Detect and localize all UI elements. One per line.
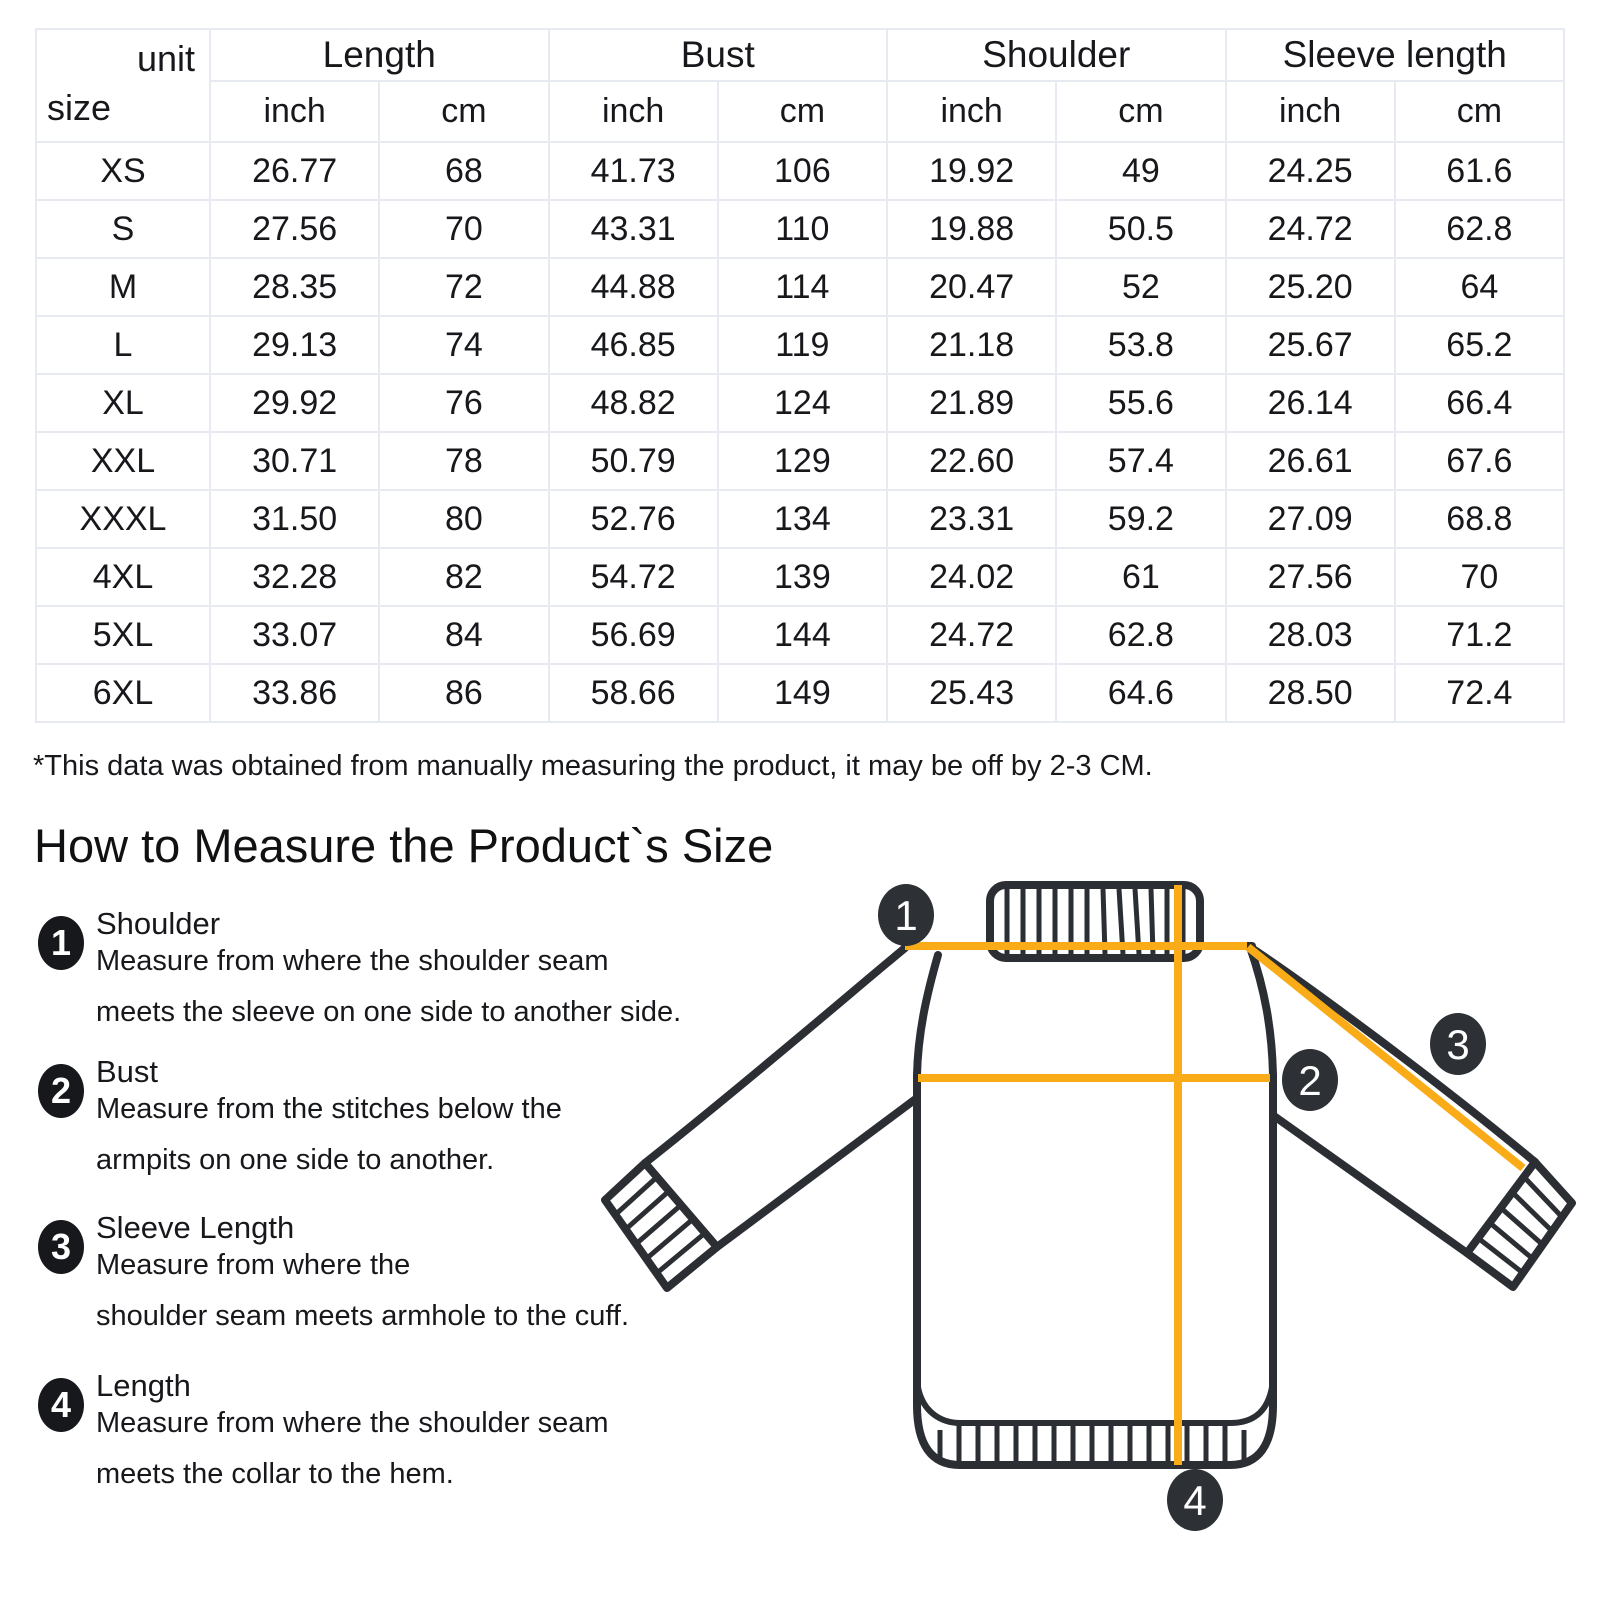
measurement-cell: 74: [379, 316, 548, 374]
measurement-cell: 78: [379, 432, 548, 490]
size-cell: XXXL: [36, 490, 210, 548]
table-row: [36, 142, 1564, 200]
marker-1: [878, 884, 934, 946]
unit-header-cell: inch: [887, 81, 1056, 142]
corner-size-label: size: [47, 87, 112, 128]
measurement-cell: 134: [718, 490, 887, 548]
instruction-title: Shoulder: [96, 906, 221, 941]
table-row: [36, 316, 1564, 374]
unit-header-cell: inch: [1226, 81, 1395, 142]
unit-header-cell: cm: [1395, 81, 1564, 142]
measurement-cell: 24.02: [887, 548, 1056, 606]
instruction-line: meets the collar to the hem.: [96, 1458, 454, 1490]
measurement-cell: 21.89: [887, 374, 1056, 432]
step-4-number: 4: [50, 1384, 72, 1425]
measurement-note: *This data was obtained from manually measuring the product, it may be off by 2-3 CM.: [33, 750, 1153, 782]
size-cell: 6XL: [36, 664, 210, 722]
measurement-cell: 119: [718, 316, 887, 374]
measurement-cell: 24.25: [1226, 142, 1395, 200]
measurement-cell: 44.88: [549, 258, 718, 316]
size-cell: 4XL: [36, 548, 210, 606]
measurement-cell: 30.71: [210, 432, 379, 490]
measurement-cell: 106: [718, 142, 887, 200]
measurement-cell: 19.92: [887, 142, 1056, 200]
step-1-badge: [38, 916, 84, 970]
measurement-cell: 26.61: [1226, 432, 1395, 490]
measurement-cell: 52: [1056, 258, 1225, 316]
measurement-cell: 41.73: [549, 142, 718, 200]
size-chart-table: [35, 28, 1565, 723]
measurement-cell: 33.07: [210, 606, 379, 664]
measurement-cell: 64.6: [1056, 664, 1225, 722]
measurement-cell: 49: [1056, 142, 1225, 200]
measurement-cell: 29.92: [210, 374, 379, 432]
measurement-cell: 124: [718, 374, 887, 432]
column-group-header: Shoulder: [887, 29, 1226, 81]
step-4-badge: [38, 1378, 84, 1432]
measurement-cell: 19.88: [887, 200, 1056, 258]
size-cell: M: [36, 258, 210, 316]
column-group-header: Sleeve length: [1226, 29, 1565, 81]
section-title: How to Measure the Product`s Size: [34, 819, 774, 872]
measurement-cell: 149: [718, 664, 887, 722]
column-group-header: Length: [210, 29, 549, 81]
measurement-cell: 67.6: [1395, 432, 1564, 490]
unit-header-cell: cm: [718, 81, 887, 142]
measurement-cell: 82: [379, 548, 548, 606]
measurement-cell: 46.85: [549, 316, 718, 374]
measurement-cell: 62.8: [1056, 606, 1225, 664]
measurement-cell: 129: [718, 432, 887, 490]
measurement-cell: 80: [379, 490, 548, 548]
measurement-cell: 31.50: [210, 490, 379, 548]
unit-size-corner-cell: [36, 29, 210, 142]
measurement-cell: 27.09: [1226, 490, 1395, 548]
step-3-badge: [38, 1220, 84, 1274]
instruction-line: Measure from where the: [96, 1249, 411, 1281]
table-row: [36, 664, 1564, 722]
instruction-line: armpits on one side to another.: [96, 1144, 495, 1176]
measurement-cell: 71.2: [1395, 606, 1564, 664]
unit-header-cell: inch: [549, 81, 718, 142]
instruction-title: Length: [96, 1368, 191, 1403]
instruction-line: Measure from the stitches below the: [96, 1093, 562, 1125]
table-row: [36, 200, 1564, 258]
column-group-header: Bust: [549, 29, 888, 81]
measurement-cell: 72: [379, 258, 548, 316]
table-row: [36, 606, 1564, 664]
right-cuff-ribbing: [1478, 1177, 1562, 1273]
instruction-line: Measure from where the shoulder seam: [96, 945, 609, 977]
step-2-number: 2: [50, 1070, 72, 1111]
measurement-cell: 68: [379, 142, 548, 200]
step-3-number: 3: [50, 1226, 72, 1267]
measurement-cell: 76: [379, 374, 548, 432]
measurement-cell: 33.86: [210, 664, 379, 722]
size-cell: XL: [36, 374, 210, 432]
measurement-cell: 84: [379, 606, 548, 664]
right-sleeve-outline: [1250, 947, 1572, 1287]
measurement-cell: 43.31: [549, 200, 718, 258]
step-1-number: 1: [50, 922, 72, 963]
measurement-cell: 68.8: [1395, 490, 1564, 548]
table-row: [36, 548, 1564, 606]
instruction-title: Sleeve Length: [96, 1210, 295, 1245]
measurement-cell: 62.8: [1395, 200, 1564, 258]
measurement-cell: 110: [718, 200, 887, 258]
measurement-cell: 26.14: [1226, 374, 1395, 432]
measurement-cell: 21.18: [887, 316, 1056, 374]
measurement-cell: 29.13: [210, 316, 379, 374]
measurement-cell: 53.8: [1056, 316, 1225, 374]
measurement-cell: 28.35: [210, 258, 379, 316]
measurement-cell: 65.2: [1395, 316, 1564, 374]
measurement-cell: 24.72: [887, 606, 1056, 664]
step-2-badge: [38, 1064, 84, 1118]
measurement-cell: 56.69: [549, 606, 718, 664]
measurement-cell: 50.79: [549, 432, 718, 490]
measurement-cell: 48.82: [549, 374, 718, 432]
left-sleeve-outline: [605, 948, 917, 1288]
table-unit-row: [36, 81, 1564, 142]
measurement-cell: 54.72: [549, 548, 718, 606]
measurement-cell: 61.6: [1395, 142, 1564, 200]
unit-header-cell: inch: [210, 81, 379, 142]
measurement-cell: 72.4: [1395, 664, 1564, 722]
sweater-diagram: [560, 840, 1600, 1560]
measurement-cell: 26.77: [210, 142, 379, 200]
measurement-cell: 86: [379, 664, 548, 722]
corner-unit-label: unit: [136, 38, 195, 79]
size-cell: 5XL: [36, 606, 210, 664]
svg-text:1: 1: [894, 892, 918, 939]
measurement-cell: 28.50: [1226, 664, 1395, 722]
size-cell: L: [36, 316, 210, 374]
measurement-cell: 27.56: [210, 200, 379, 258]
measurement-cell: 70: [1395, 548, 1564, 606]
body-outline: [917, 947, 1273, 1465]
measurement-cell: 32.28: [210, 548, 379, 606]
measurement-cell: 114: [718, 258, 887, 316]
svg-text:3: 3: [1446, 1021, 1470, 1068]
measurement-cell: 25.67: [1226, 316, 1395, 374]
measurement-cell: 25.20: [1226, 258, 1395, 316]
measurement-cell: 70: [379, 200, 548, 258]
measurement-cell: 28.03: [1226, 606, 1395, 664]
measurement-cell: 24.72: [1226, 200, 1395, 258]
instruction-title: Bust: [96, 1054, 159, 1089]
marker-3: [1430, 1013, 1486, 1075]
measurement-cell: 52.76: [549, 490, 718, 548]
instruction-line: meets the sleeve on one side to another side.: [96, 996, 682, 1028]
measurement-cell: 25.43: [887, 664, 1056, 722]
table-row: [36, 432, 1564, 490]
table-row: [36, 490, 1564, 548]
table-group-header-row: [36, 29, 1564, 81]
svg-text:2: 2: [1298, 1057, 1322, 1104]
left-cuff-ribbing: [615, 1177, 705, 1273]
measurement-cell: 64: [1395, 258, 1564, 316]
marker-2: [1282, 1049, 1338, 1111]
measurement-cell: 27.56: [1226, 548, 1395, 606]
size-cell: XXL: [36, 432, 210, 490]
measurement-cell: 61: [1056, 548, 1225, 606]
unit-header-cell: cm: [379, 81, 548, 142]
instruction-line: shoulder seam meets armhole to the cuff.: [96, 1300, 630, 1332]
marker-4: [1167, 1469, 1223, 1531]
table-row: [36, 374, 1564, 432]
measurement-cell: 58.66: [549, 664, 718, 722]
instruction-line: Measure from where the shoulder seam: [96, 1407, 609, 1439]
measurement-cell: 50.5: [1056, 200, 1225, 258]
size-cell: S: [36, 200, 210, 258]
measurement-cell: 55.6: [1056, 374, 1225, 432]
unit-header-cell: cm: [1056, 81, 1225, 142]
measurement-cell: 144: [718, 606, 887, 664]
measurement-cell: 20.47: [887, 258, 1056, 316]
measurement-cell: 23.31: [887, 490, 1056, 548]
table-row: [36, 258, 1564, 316]
svg-text:4: 4: [1183, 1477, 1207, 1524]
measurement-cell: 22.60: [887, 432, 1056, 490]
measurement-cell: 57.4: [1056, 432, 1225, 490]
measurement-cell: 66.4: [1395, 374, 1564, 432]
measurement-cell: 59.2: [1056, 490, 1225, 548]
measurement-cell: 139: [718, 548, 887, 606]
size-cell: XS: [36, 142, 210, 200]
